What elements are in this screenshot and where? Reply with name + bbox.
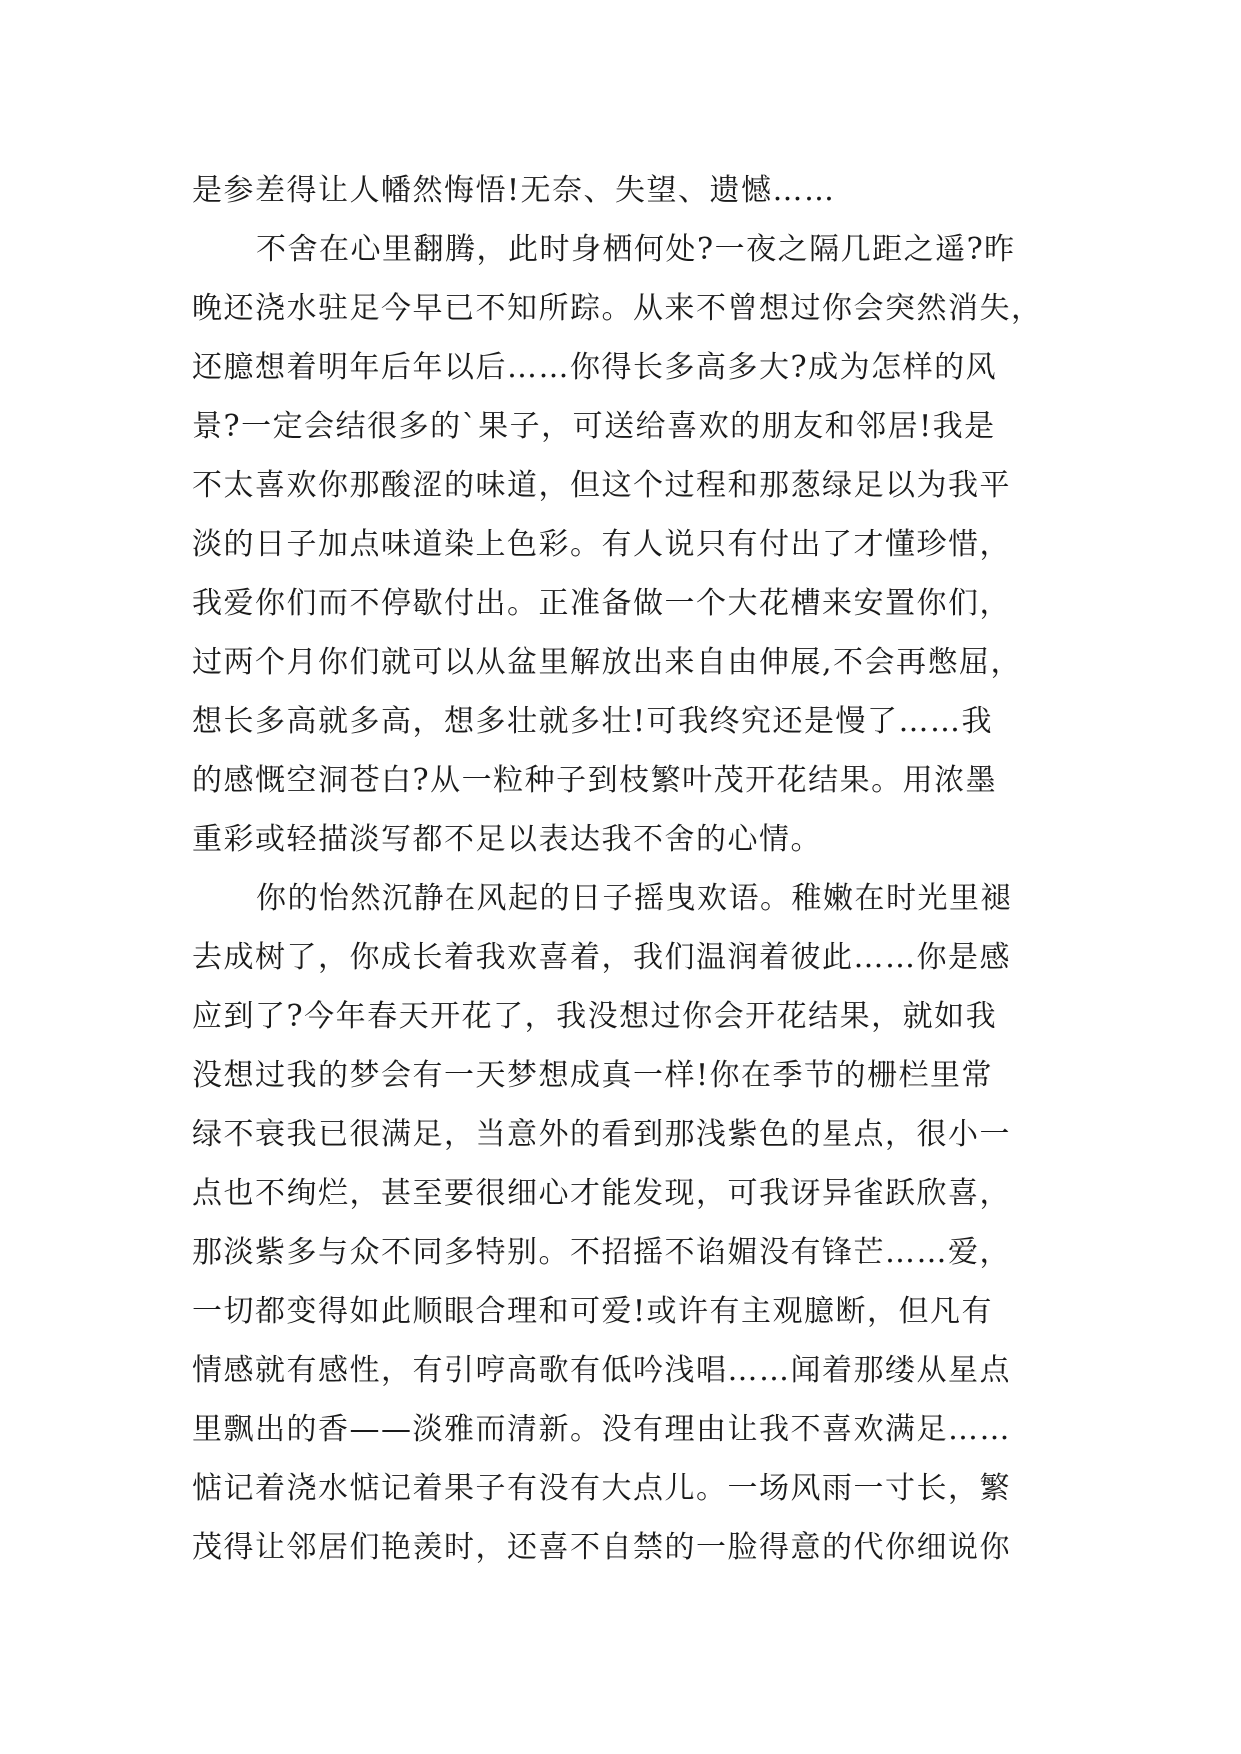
text-line: 点也不绚烂，甚至要很细心才能发现，可我讶异雀跃欣喜， [192,1176,1011,1211]
text-line: 情感就有感性，有引哼高歌有低吟浅唱……闻着那缕从星点 [192,1353,1011,1388]
text-line: 那淡紫多与众不同多特别。不招摇不谄媚没有锋芒……爱， [192,1235,1011,1270]
text-line: 一切都变得如此顺眼合理和可爱!或许有主观臆断，但凡有 [192,1294,994,1329]
text-line: 是参差得让人幡然悔悟!无奈、失望、遗憾…… [192,173,836,208]
paragraph-start-line: 你的怡然沉静在风起的日子摇曳欢语。稚嫩在时光里褪 [256,881,1012,916]
text-line: 惦记着浇水惦记着果子有没有大点儿。一场风雨一寸长，繁 [192,1471,1011,1506]
text-line: 绿不衰我已很满足，当意外的看到那浅紫色的星点，很小一 [192,1117,1011,1152]
text-line: 去成树了，你成长着我欢喜着，我们温润着彼此……你是感 [192,940,1011,975]
text-line: 不太喜欢你那酸涩的味道，但这个过程和那葱绿足以为我平 [192,468,1011,503]
text-line: 应到了?今年春天开花了，我没想过你会开花结果，就如我 [192,999,998,1034]
text-line: 晚还浇水驻足今早已不知所踪。从来不曾想过你会突然消失， [192,291,1043,326]
text-line: 里飘出的香——淡雅而清新。没有理由让我不喜欢满足…… [192,1412,1011,1447]
text-line: 没想过我的梦会有一天梦想成真一样!你在季节的栅栏里常 [192,1058,994,1093]
text-line: 还臆想着明年后年以后……你得长多高多大?成为怎样的风 [192,350,998,385]
text-line: 茂得让邻居们艳羡时，还喜不自禁的一脸得意的代你细说你 [192,1530,1011,1565]
text-line: 想长多高就多高，想多壮就多壮!可我终究还是慢了……我 [192,704,994,739]
text-line: 淡的日子加点味道染上色彩。有人说只有付出了才懂珍惜， [192,527,1011,562]
text-line: 我爱你们而不停歇付出。正准备做一个大花槽来安置你们， [192,586,1011,621]
paragraph-start-line: 不舍在心里翻腾，此时身栖何处?一夜之隔几距之遥?昨 [256,232,1016,267]
text-line: 重彩或轻描淡写都不足以表达我不舍的心情。 [192,822,822,857]
text-line: 过两个月你们就可以从盆里解放出来自由伸展,不会再憋屈， [192,645,1023,680]
text-line: 景?一定会结很多的`果子，可送给喜欢的朋友和邻居!我是 [192,409,996,444]
text-line: 的感慨空洞苍白?从一粒种子到枝繁叶茂开花结果。用浓墨 [192,763,998,798]
body-text [192,161,1092,1577]
